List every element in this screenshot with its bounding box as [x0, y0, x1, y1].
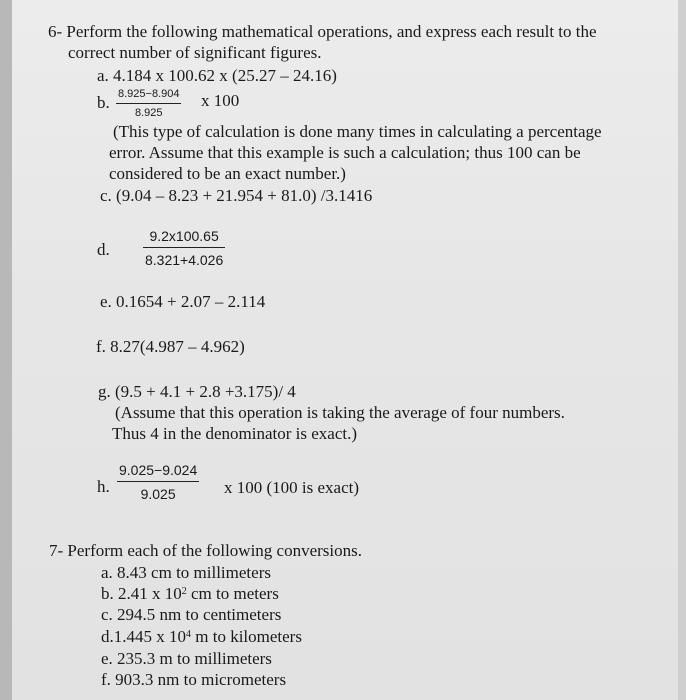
q7-header: 7- Perform each of the following conversions.	[49, 541, 362, 560]
q6-item-b-label: b.	[97, 93, 110, 112]
q6-item-h-denominator: 9.025	[140, 486, 176, 502]
q6-item-h-numerator: 9.025−9.024	[119, 462, 198, 478]
q6-item-b-fraction	[116, 88, 181, 120]
q6-item-g: g. (9.5 + 4.1 + 2.8 +3.175)/ 4	[98, 382, 296, 401]
q6-item-a: a. 4.184 x 100.62 x (25.27 – 24.16)	[97, 66, 337, 85]
q6-item-b-numerator: 8.925−8.904	[118, 88, 180, 100]
q6-item-d-label: d.	[97, 240, 110, 259]
q6-item-h-suffix: x 100 (100 is exact)	[224, 478, 360, 497]
q7-item-f: f. 903.3 nm to micrometers	[101, 670, 287, 689]
q6-item-g-note-line2: Thus 4 in the denominator is exact.)	[112, 424, 358, 443]
q7-item-b	[101, 584, 279, 604]
q7-item-b-exponent: 2	[181, 586, 187, 597]
q6-item-f: f. 8.27(4.987 – 4.962)	[96, 337, 245, 356]
page-edge-left	[0, 0, 12, 700]
q7-item-c: c. 294.5 nm to centimeters	[101, 605, 282, 624]
q6-item-d-numerator: 9.2x100.65	[149, 228, 219, 244]
q7-item-e: e. 235.3 m to millimeters	[101, 649, 272, 668]
q6-item-g-note-line1: (Assume that this operation is taking the average of four numbers.	[115, 403, 565, 422]
q7-item-d-text: d.1.445 x 10	[101, 627, 186, 646]
q6-item-b-suffix: x 100	[201, 91, 240, 110]
page-edge-right	[678, 0, 686, 700]
q7-item-b-text: b. 2.41 x 10	[101, 584, 182, 603]
q6-item-e: e. 0.1654 + 2.07 – 2.114	[100, 292, 266, 311]
q7-item-d	[101, 627, 302, 647]
q6-item-d-denominator: 8.321+4.026	[145, 252, 224, 268]
q6-item-b-denominator: 8.925	[134, 107, 163, 119]
q6-item-b-note-line2: error. Assume that this example is such a calculation; thus 100 can be	[109, 143, 581, 162]
q7-item-d-exponent: 4	[186, 629, 191, 640]
q6-item-b-note-line3: considered to be an exact number.)	[109, 164, 346, 183]
q6-item-b-note-line1: (This type of calculation is done many times in calculating a percentage	[113, 122, 602, 141]
q7-item-d-unit: m to kilometers	[191, 627, 302, 646]
q7-item-b-unit: cm to meters	[186, 584, 279, 603]
q7-item-a: a. 8.43 cm to millimeters	[101, 563, 271, 582]
q6-item-d-fraction	[143, 227, 225, 269]
q6-header-line1: 6- Perform the following mathematical operations, and express each result to the	[48, 22, 597, 41]
q6-header-line2: correct number of significant figures.	[68, 43, 322, 62]
q6-item-h-fraction	[117, 461, 199, 503]
q6-item-h-label: h.	[97, 477, 110, 496]
q6-item-c: c. (9.04 – 8.23 + 21.954 + 81.0) /3.1416	[100, 186, 373, 205]
